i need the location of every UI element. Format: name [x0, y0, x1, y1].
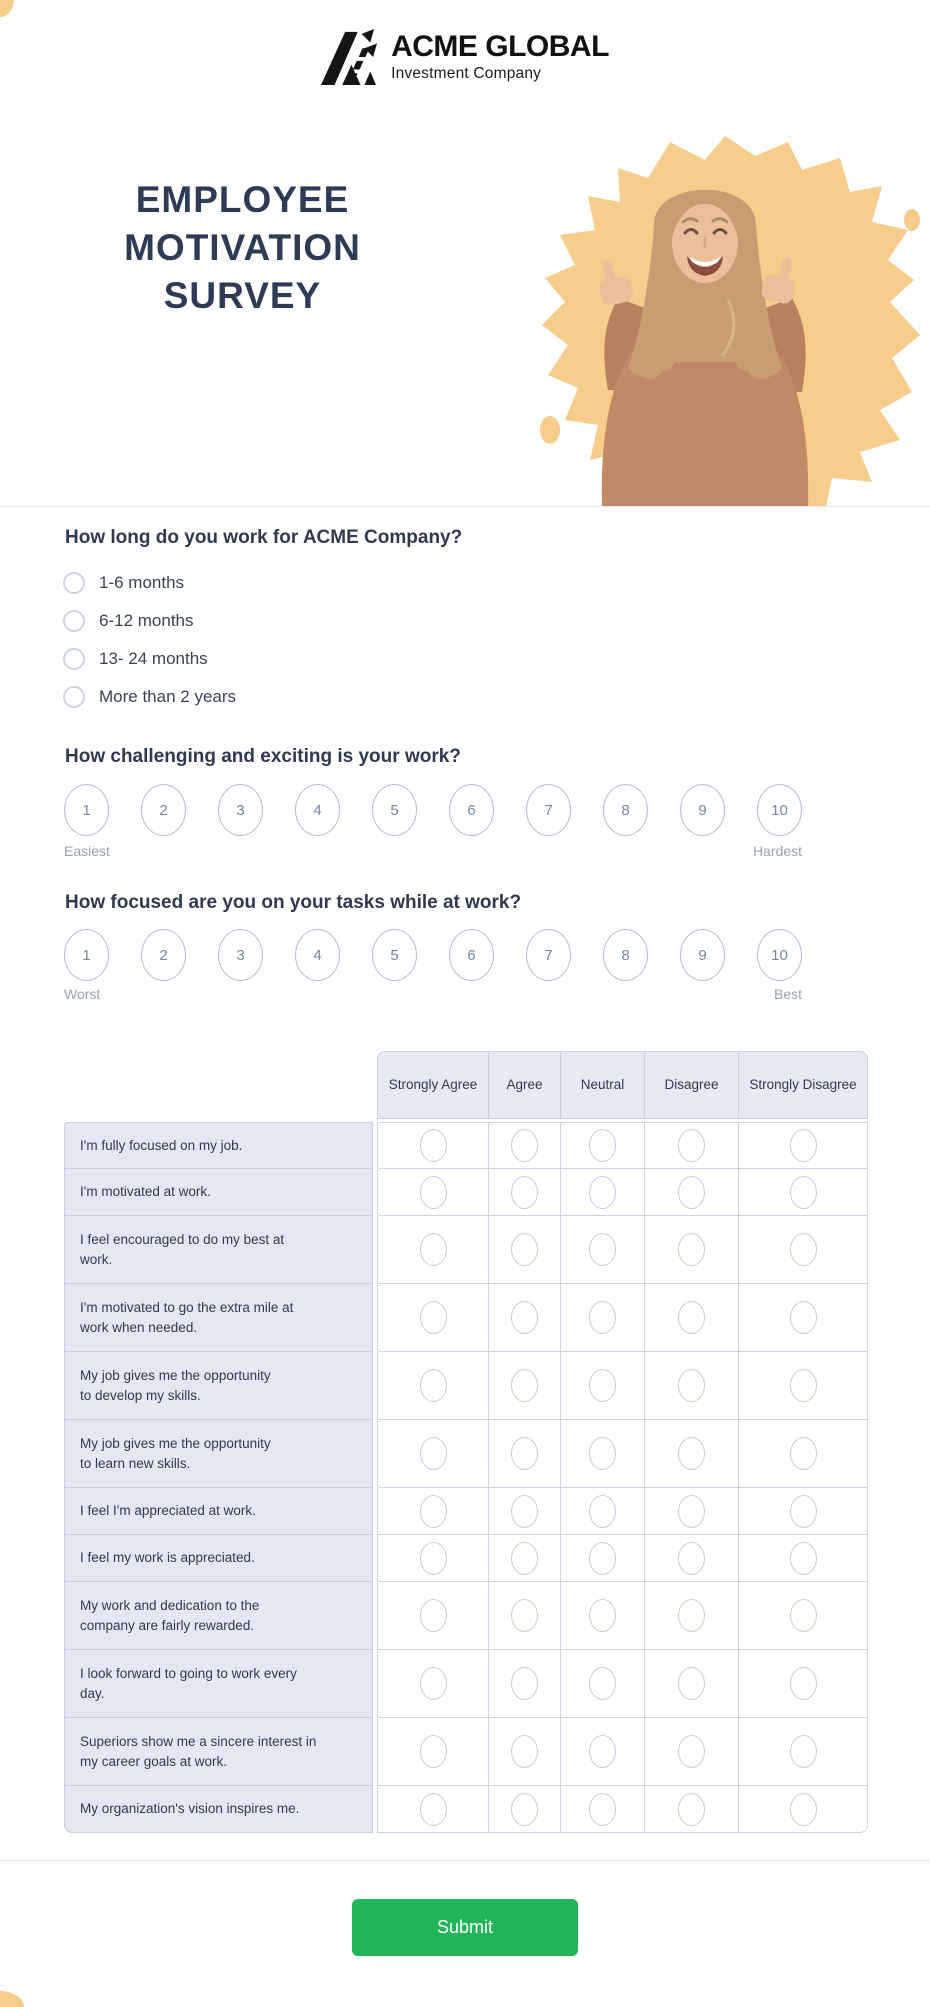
- matrix-radio[interactable]: [678, 1369, 705, 1402]
- matrix-radio[interactable]: [589, 1599, 616, 1632]
- matrix-radio[interactable]: [420, 1176, 447, 1209]
- matrix-row-label: Superiors show me a sincere interest in my career goals at work.: [64, 1718, 373, 1786]
- matrix-radio-cell[interactable]: [645, 1216, 739, 1284]
- matrix-radio-cell[interactable]: [377, 1122, 489, 1169]
- matrix-radio-cell[interactable]: [645, 1420, 739, 1488]
- q3-scale-8[interactable]: 8: [603, 929, 648, 981]
- question-1-title: How long do you work for ACME Company?: [65, 527, 463, 548]
- matrix-row-label: I feel I'm appreciated at work.: [64, 1488, 373, 1535]
- matrix-radio[interactable]: [589, 1735, 616, 1768]
- q3-scale-2[interactable]: 2: [141, 929, 186, 981]
- matrix-radio[interactable]: [420, 1437, 447, 1470]
- matrix-radio-cell[interactable]: [739, 1420, 868, 1488]
- matrix-radio-cell[interactable]: [561, 1582, 645, 1650]
- footer-divider: [0, 1860, 930, 1861]
- matrix-radio[interactable]: [589, 1793, 616, 1826]
- matrix-radio-cell[interactable]: [377, 1535, 489, 1582]
- matrix-radio-cell[interactable]: [489, 1420, 561, 1488]
- question-2-title: How challenging and exciting is your work?: [65, 746, 461, 767]
- q1-option-row: [63, 570, 184, 596]
- q2-scale-labels: [64, 843, 802, 859]
- matrix-radio-cell[interactable]: [645, 1122, 739, 1169]
- matrix-row-label: My job gives me the opportunity to develop my skills.: [64, 1352, 373, 1420]
- matrix-radio[interactable]: [511, 1369, 538, 1402]
- matrix-radio-cell[interactable]: [377, 1650, 489, 1718]
- matrix-radio[interactable]: [790, 1793, 817, 1826]
- matrix-radio[interactable]: [678, 1301, 705, 1334]
- matrix-radio[interactable]: [678, 1599, 705, 1632]
- page-title-line-3: SURVEY: [163, 275, 322, 316]
- matrix-row-label: My work and dedication to the company are fairly rewarded.: [64, 1582, 373, 1650]
- matrix-radio-cell[interactable]: [489, 1488, 561, 1535]
- q3-scale-1[interactable]: 1: [64, 929, 109, 981]
- q2-scale-10[interactable]: 10: [757, 784, 802, 836]
- matrix-radio[interactable]: [678, 1495, 705, 1528]
- matrix-radio-cell[interactable]: [739, 1535, 868, 1582]
- matrix-radio-cell[interactable]: [645, 1488, 739, 1535]
- matrix-radio-cell[interactable]: [377, 1718, 489, 1786]
- matrix-radio[interactable]: [790, 1495, 817, 1528]
- matrix-row-label: My organization's vision inspires me.: [64, 1786, 373, 1833]
- corner-blob-top-left: [0, 0, 14, 17]
- matrix-radio-cell[interactable]: [645, 1786, 739, 1833]
- matrix-radio-cell[interactable]: [489, 1650, 561, 1718]
- matrix-radio-cell[interactable]: [561, 1650, 645, 1718]
- submit-button[interactable]: Submit: [352, 1899, 578, 1956]
- matrix-radio-cell[interactable]: [561, 1488, 645, 1535]
- q2-scale-8[interactable]: 8: [603, 784, 648, 836]
- matrix-radio[interactable]: [589, 1301, 616, 1334]
- matrix-radio[interactable]: [678, 1233, 705, 1266]
- matrix-radio-cell[interactable]: [489, 1718, 561, 1786]
- matrix-row-label: I look forward to going to work every day.: [64, 1650, 373, 1718]
- matrix-radio-cell[interactable]: [739, 1488, 868, 1535]
- matrix-col-disagree: Disagree: [645, 1051, 739, 1119]
- matrix-col-strongly-disagree: Strongly Disagree: [739, 1051, 868, 1119]
- section-divider: [0, 506, 930, 507]
- matrix-radio-cell[interactable]: [645, 1650, 739, 1718]
- q1-option-1-radio[interactable]: [63, 572, 85, 594]
- matrix-header: [64, 1051, 868, 1119]
- matrix-row: [64, 1535, 868, 1582]
- matrix-col-agree: Agree: [489, 1051, 561, 1119]
- matrix-radio[interactable]: [511, 1735, 538, 1768]
- q2-scale-6[interactable]: 6: [449, 784, 494, 836]
- matrix-radio[interactable]: [420, 1129, 447, 1162]
- matrix-radio-cell[interactable]: [561, 1216, 645, 1284]
- matrix-radio[interactable]: [589, 1542, 616, 1575]
- matrix-row: [64, 1284, 868, 1352]
- matrix-radio-cell[interactable]: [561, 1535, 645, 1582]
- matrix-radio[interactable]: [511, 1793, 538, 1826]
- q1-option-row: [63, 608, 194, 634]
- matrix-radio[interactable]: [589, 1233, 616, 1266]
- question-3-title: How focused are you on your tasks while at work?: [65, 892, 522, 913]
- matrix-radio-cell[interactable]: [561, 1122, 645, 1169]
- matrix-radio-cell[interactable]: [561, 1420, 645, 1488]
- q3-max-label: Best: [773, 986, 802, 1002]
- matrix-radio[interactable]: [420, 1599, 447, 1632]
- matrix-radio[interactable]: [511, 1495, 538, 1528]
- matrix-row-label: I feel my work is appreciated.: [64, 1535, 373, 1582]
- matrix-radio[interactable]: [678, 1437, 705, 1470]
- matrix-radio[interactable]: [420, 1369, 447, 1402]
- matrix-radio[interactable]: [678, 1735, 705, 1768]
- matrix-radio[interactable]: [511, 1667, 538, 1700]
- brand-tagline: Investment Company: [391, 64, 542, 82]
- matrix-radio-cell[interactable]: [489, 1582, 561, 1650]
- matrix-radio-cell[interactable]: [489, 1284, 561, 1352]
- matrix-radio-cell[interactable]: [489, 1352, 561, 1420]
- matrix-radio-cell[interactable]: [645, 1535, 739, 1582]
- matrix-radio[interactable]: [678, 1667, 705, 1700]
- q3-scale-5[interactable]: 5: [372, 929, 417, 981]
- matrix-row-label: My job gives me the opportunity to learn new skills.: [64, 1420, 373, 1488]
- matrix-radio[interactable]: [589, 1369, 616, 1402]
- matrix-radio[interactable]: [511, 1542, 538, 1575]
- matrix-radio[interactable]: [678, 1542, 705, 1575]
- matrix-radio-cell[interactable]: [377, 1284, 489, 1352]
- matrix-radio-cell[interactable]: [377, 1786, 489, 1833]
- matrix-radio-cell[interactable]: [739, 1122, 868, 1169]
- matrix-radio-cell[interactable]: [489, 1786, 561, 1833]
- matrix-row: [64, 1718, 868, 1786]
- page-title-line-2: MOTIVATION: [124, 227, 361, 268]
- brand-header: [0, 28, 930, 86]
- q3-scale-10[interactable]: 10: [757, 929, 802, 981]
- acme-logo-icon: [321, 28, 377, 86]
- matrix-radio-cell[interactable]: [645, 1582, 739, 1650]
- q1-option-3-label: 13- 24 months: [99, 649, 208, 668]
- q2-scale-7[interactable]: 7: [526, 784, 571, 836]
- matrix-radio-cell[interactable]: [489, 1535, 561, 1582]
- matrix-row: [64, 1122, 868, 1169]
- matrix-radio[interactable]: [511, 1129, 538, 1162]
- matrix-radio-cell[interactable]: [377, 1582, 489, 1650]
- q2-scale-4[interactable]: 4: [295, 784, 340, 836]
- q2-scale-9[interactable]: 9: [680, 784, 725, 836]
- matrix-radio-cell[interactable]: [739, 1169, 868, 1216]
- q3-scale: [64, 929, 802, 981]
- matrix-row: [64, 1352, 868, 1420]
- matrix-row: [64, 1420, 868, 1488]
- matrix-radio-cell[interactable]: [377, 1216, 489, 1284]
- matrix-radio-cell[interactable]: [561, 1169, 645, 1216]
- matrix-radio-cell[interactable]: [645, 1718, 739, 1786]
- matrix-radio[interactable]: [678, 1129, 705, 1162]
- matrix-row-label: I feel encouraged to do my best at work.: [64, 1216, 373, 1284]
- matrix-radio[interactable]: [790, 1542, 817, 1575]
- matrix-radio[interactable]: [511, 1301, 538, 1334]
- q3-min-label: Worst: [64, 986, 101, 1002]
- matrix-row: [64, 1786, 868, 1833]
- q3-scale-9[interactable]: 9: [680, 929, 725, 981]
- page-title-line-1: EMPLOYEE: [135, 179, 350, 220]
- q2-min-label: Easiest: [64, 843, 110, 859]
- matrix-radio-cell[interactable]: [377, 1169, 489, 1216]
- corner-blob-bottom-left: [0, 1991, 24, 2007]
- matrix-col-neutral: Neutral: [561, 1051, 645, 1119]
- matrix-row-label: I'm motivated to go the extra mile at work when needed.: [64, 1284, 373, 1352]
- matrix-radio[interactable]: [589, 1667, 616, 1700]
- q3-scale-labels: [64, 986, 802, 1002]
- matrix-radio-cell[interactable]: [561, 1352, 645, 1420]
- q2-scale-1[interactable]: 1: [64, 784, 109, 836]
- matrix-radio[interactable]: [790, 1735, 817, 1768]
- matrix-radio-cell[interactable]: [377, 1488, 489, 1535]
- matrix-col-strongly-agree: Strongly Agree: [377, 1051, 489, 1119]
- matrix-row: [64, 1169, 868, 1216]
- q1-option-row: [63, 684, 236, 710]
- matrix-row-label: I'm motivated at work.: [64, 1169, 373, 1216]
- matrix-radio[interactable]: [420, 1735, 447, 1768]
- brand-text: [391, 29, 609, 83]
- matrix-radio[interactable]: [790, 1667, 817, 1700]
- matrix-row: [64, 1488, 868, 1535]
- matrix-radio[interactable]: [678, 1176, 705, 1209]
- matrix-radio-cell[interactable]: [739, 1718, 868, 1786]
- matrix-radio-cell[interactable]: [645, 1169, 739, 1216]
- matrix-radio-cell[interactable]: [739, 1650, 868, 1718]
- matrix-radio[interactable]: [790, 1233, 817, 1266]
- matrix-radio-cell[interactable]: [739, 1284, 868, 1352]
- matrix-radio-cell[interactable]: [377, 1420, 489, 1488]
- matrix-row: [64, 1582, 868, 1650]
- q1-option-3-radio[interactable]: [63, 648, 85, 670]
- matrix-radio[interactable]: [511, 1176, 538, 1209]
- matrix-radio-cell[interactable]: [489, 1169, 561, 1216]
- matrix-radio[interactable]: [790, 1437, 817, 1470]
- matrix-radio[interactable]: [589, 1437, 616, 1470]
- page-title: [60, 176, 425, 320]
- matrix-radio-cell[interactable]: [645, 1284, 739, 1352]
- agreement-matrix: [64, 1051, 868, 1833]
- q1-option-2-radio[interactable]: [63, 610, 85, 632]
- q2-scale-2[interactable]: 2: [141, 784, 186, 836]
- q2-scale-5[interactable]: 5: [372, 784, 417, 836]
- matrix-radio[interactable]: [420, 1542, 447, 1575]
- q1-option-2-label: 6-12 months: [99, 611, 194, 630]
- matrix-radio[interactable]: [511, 1437, 538, 1470]
- q1-option-1-label: 1-6 months: [99, 573, 185, 592]
- matrix-radio[interactable]: [420, 1793, 447, 1826]
- matrix-radio-cell[interactable]: [739, 1352, 868, 1420]
- q3-scale-4[interactable]: 4: [295, 929, 340, 981]
- matrix-radio[interactable]: [420, 1495, 447, 1528]
- matrix-radio-cell[interactable]: [561, 1786, 645, 1833]
- q1-option-4-radio[interactable]: [63, 686, 85, 708]
- matrix-row-label: I'm fully focused on my job.: [64, 1122, 373, 1169]
- q2-scale: [64, 784, 802, 836]
- q2-max-label: Hardest: [752, 843, 802, 859]
- matrix-radio-cell[interactable]: [561, 1284, 645, 1352]
- matrix-radio[interactable]: [589, 1176, 616, 1209]
- matrix-radio-cell[interactable]: [739, 1582, 868, 1650]
- matrix-radio[interactable]: [790, 1301, 817, 1334]
- matrix-radio-cell[interactable]: [739, 1786, 868, 1833]
- matrix-radio-cell[interactable]: [561, 1718, 645, 1786]
- matrix-radio[interactable]: [790, 1599, 817, 1632]
- matrix-radio[interactable]: [511, 1599, 538, 1632]
- matrix-radio-cell[interactable]: [377, 1352, 489, 1420]
- matrix-radio[interactable]: [790, 1176, 817, 1209]
- matrix-radio[interactable]: [420, 1301, 447, 1334]
- matrix-radio-cell[interactable]: [645, 1352, 739, 1420]
- q3-scale-7[interactable]: 7: [526, 929, 571, 981]
- matrix-row: [64, 1216, 868, 1284]
- matrix-radio[interactable]: [790, 1129, 817, 1162]
- matrix-radio[interactable]: [589, 1129, 616, 1162]
- q2-scale-3[interactable]: 3: [218, 784, 263, 836]
- matrix-radio[interactable]: [511, 1233, 538, 1266]
- matrix-radio[interactable]: [678, 1793, 705, 1826]
- matrix-radio[interactable]: [420, 1233, 447, 1266]
- matrix-radio-cell[interactable]: [739, 1216, 868, 1284]
- q3-scale-3[interactable]: 3: [218, 929, 263, 981]
- matrix-row: [64, 1650, 868, 1718]
- q1-option-row: [63, 646, 208, 672]
- matrix-radio[interactable]: [589, 1495, 616, 1528]
- matrix-radio-cell[interactable]: [489, 1122, 561, 1169]
- q1-option-4-label: More than 2 years: [99, 687, 237, 706]
- brand-name: ACME GLOBAL: [391, 29, 609, 63]
- matrix-radio-cell[interactable]: [489, 1216, 561, 1284]
- matrix-radio[interactable]: [420, 1667, 447, 1700]
- hero-image: [520, 130, 930, 507]
- matrix-radio[interactable]: [790, 1369, 817, 1402]
- q3-scale-6[interactable]: 6: [449, 929, 494, 981]
